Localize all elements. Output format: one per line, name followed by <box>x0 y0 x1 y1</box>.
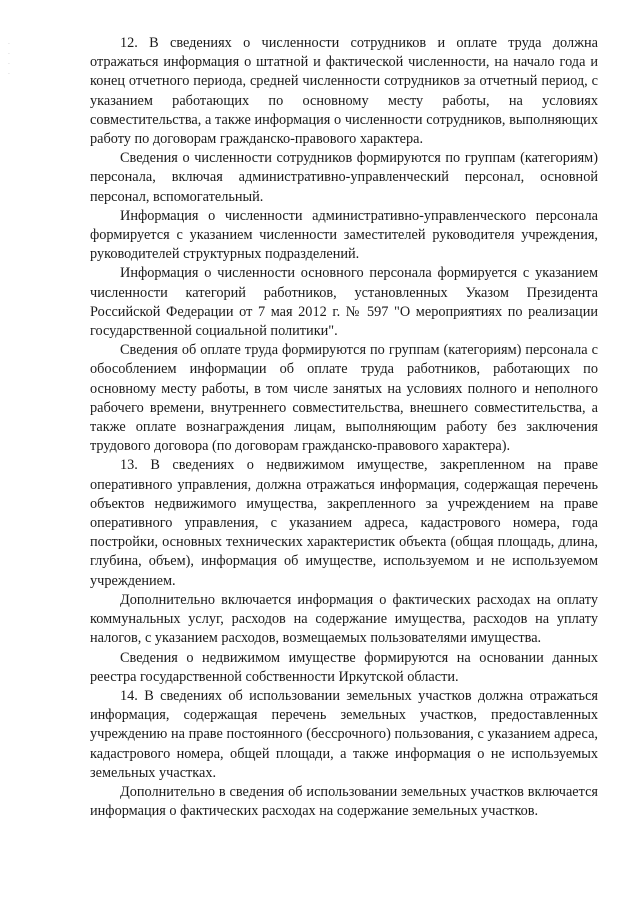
paragraph-staff-categories: Сведения о численности сотрудников формируются по группам (категориям) персонала, включая административно-управленческий персонал, основной персонал, вспомогательный. <box>90 150 598 205</box>
paragraph-land-plot-expenses: Дополнительно в сведения об использовании земельных участков включается информация о фактических расходах на содержание земельных участков. <box>90 783 598 820</box>
paragraph-real-estate-registry: Сведения о недвижимом имуществе формируются на основании данных реестра государственной собственности Иркутской области. <box>90 649 598 685</box>
paragraph-admin-staff: Информация о численности административно-управленческого персонала формируется с указанием численности заместителей руководителя учреждения, руководителей структурных подразделений. <box>90 207 598 263</box>
scan-margin-specks: · · · · <box>8 41 10 78</box>
paragraph-real-estate-expenses: Дополнительно включается информация о фактических расходах на оплату коммунальных услуг, расходов на содержание имущества, расходов на уплату налогов, с указанием расходов, возмещаемых пользователями имущества. <box>90 591 598 647</box>
paragraph-main-staff: Информация о численности основного персонала формируется с указанием численности категорий работников, установленных Указом Президента Российской Федерации от 7 мая 2012 г. № 597 "О мероприятиях по реализации государственной социальной политики". <box>90 265 598 340</box>
paragraph-payroll-info: Сведения об оплате труда формируются по группам (категориям) персонала с обособлением информации об оплате труда работников, работающих по основному месту работы, в том числе занятых на условиях полного и неполного рабочего времени, внутреннего совместительства, внешнего совместительства, а также оплате вознаграждения лицам, выполняющим работу без заключения трудового договора (по договорам гражданско-правового характера). <box>90 342 598 455</box>
paragraph-13-real-estate: 13. В сведениях о недвижимом имуществе, закрепленном на праве оперативного управления, должна отражаться информация, содержащая перечень объектов недвижимого имущества, закрепленного за учреждением на праве оперативного управления, с указанием адреса, кадастрового номера, года постройки, основных технических характеристик объекта (общая площадь, длина, глубина, объем), информация об имуществе, используемом и не используемом учреждением. <box>90 457 598 589</box>
paragraph-12-staff-info: 12. В сведениях о численности сотрудников и оплате труда должна отражаться информация о штатной и фактической численности, на начало года и конец отчетного периода, средней численности сотрудников за отчетный период, с указанием работающих по основному месту работы, на условиях совместительства, а также информация о численности сотрудников, выполняющих работу по договорам гражданско-правового характера. <box>90 35 598 148</box>
document-page <box>90 34 598 821</box>
paragraph-14-land-plots: 14. В сведениях об использовании земельных участков должна отражаться информация, содержащая перечень земельных участков, предоставленных учреждению на праве постоянного (бессрочного) пользования, с указанием адреса, кадастрового номера, общей площади, а также информация о не используемых земельных участках. <box>90 687 598 781</box>
